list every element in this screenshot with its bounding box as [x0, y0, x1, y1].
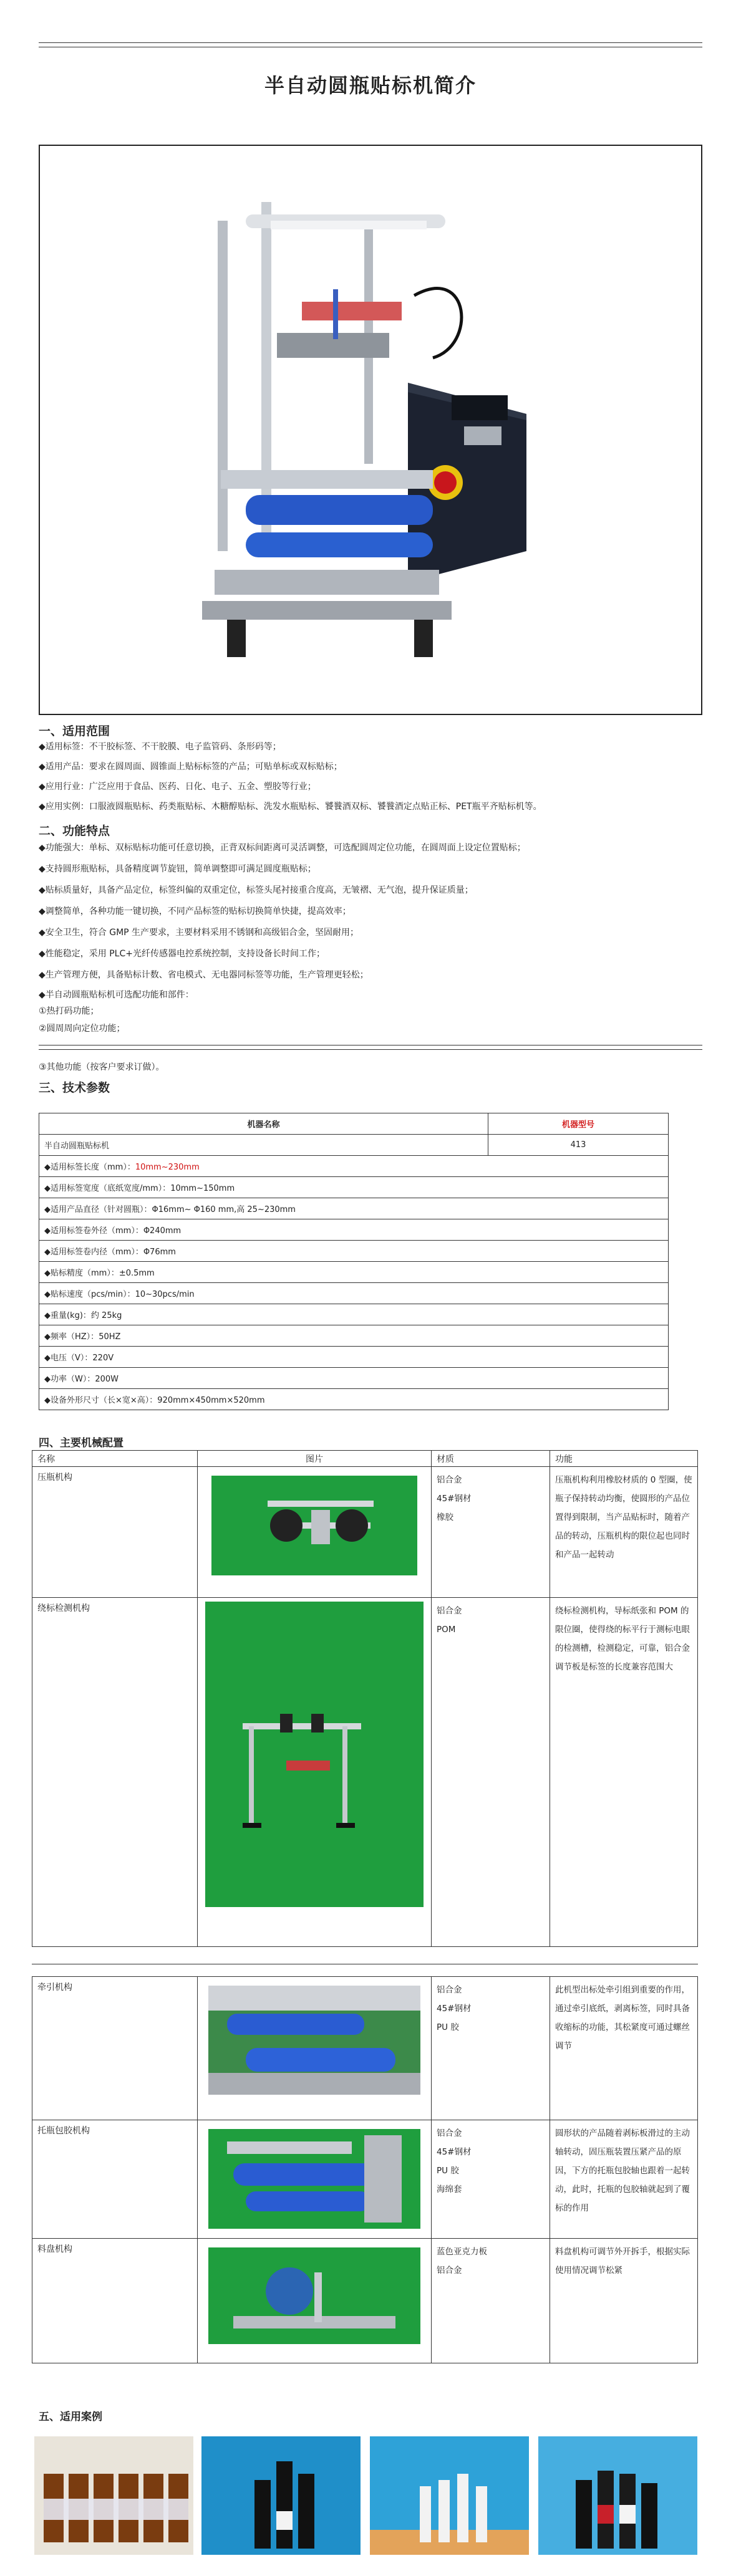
material-item: 蓝色亚克力板 — [437, 2247, 487, 2257]
section-3-heading: 三、技术参数 — [39, 1081, 110, 1095]
winding-mechanism-drawing — [205, 1602, 424, 1907]
spec-machine-row — [39, 1135, 669, 1156]
case-photo-vials — [34, 2436, 193, 2555]
traction-photo — [208, 1986, 420, 2095]
mechanism-row — [32, 2120, 698, 2239]
mechanism-header-row — [32, 1451, 698, 1467]
spec-value: Φ240mm — [143, 1226, 182, 1236]
mechanism-name: 牵引机构 — [32, 1977, 198, 2120]
material-item: 橡胶 — [437, 1512, 453, 1522]
mechanism-function: 绕标检测机构，导标纸张和 POM 的限位圈，使得绕的标平行于测标电眼的检测槽，检测稳定，可靠，铝合金调节板是标签的长度兼容范围大 — [550, 1598, 698, 1947]
machine-name: 半自动圆瓶贴标机 — [39, 1135, 488, 1156]
feature-line: ◆安全卫生，符合 GMP 生产要求，主要材料采用不锈钢和高级铝合金，坚固耐用； — [39, 928, 359, 938]
feature-line: ◆支持圆形瓶贴标，具备精度调节旋钮，简单调整即可满足圆度瓶贴标； — [39, 864, 316, 874]
spec-cell — [39, 1198, 669, 1219]
spec-label: ◆适用标签卷外径（mm）： — [44, 1226, 143, 1236]
mechanism-photo-cell — [198, 2239, 432, 2363]
spec-cell — [39, 1283, 669, 1304]
mechanism-table-part-1 — [32, 1450, 698, 1947]
option-line: ③其他功能（按客户要求订做）。 — [39, 1062, 165, 1072]
spec-value: Φ76mm — [143, 1247, 176, 1257]
section-2-heading: 二、功能特点 — [39, 824, 110, 838]
spec-label: ◆频率（HZ）： — [44, 1332, 99, 1342]
machine-model-header: 机器型号 — [488, 1113, 669, 1135]
reel-photo — [208, 2247, 420, 2344]
spec-value: 920mm×450mm×520mm — [157, 1396, 265, 1405]
machine-photo — [39, 145, 702, 715]
mechanism-function: 圆形状的产品随着剥标板滑过的主动轴转动，固压瓶装置压紧产品的原因，下方的托瓶包胶轴也跟着一起转动，此时，托瓶的包胶轴就起到了覆标的作用 — [550, 2120, 698, 2239]
support-mechanism-drawing — [208, 2129, 420, 2229]
spec-label: ◆设备外形尺寸（长×宽×高）： — [44, 1396, 158, 1405]
spec-value: Φ16mm~ Φ160 mm,高 25~230mm — [152, 1205, 296, 1214]
mechanism-row — [32, 2239, 698, 2363]
section-4-heading: 四、主要机械配置 — [39, 1437, 124, 1449]
spec-label: ◆适用产品直径（针对圆瓶）： — [44, 1205, 152, 1214]
col-picture: 图片 — [198, 1451, 432, 1467]
spec-value: 50HZ — [99, 1332, 121, 1342]
spec-label: ◆功率（W）： — [44, 1375, 95, 1384]
labeled-bottles-drawing — [538, 2436, 697, 2555]
spec-row — [39, 1325, 669, 1347]
spec-value: 约 25kg — [90, 1311, 122, 1320]
col-name: 名称 — [32, 1451, 198, 1467]
traction-mechanism-drawing — [208, 1986, 420, 2095]
spec-value: 10mm~230mm — [135, 1163, 200, 1172]
spec-value: 10mm~150mm — [170, 1184, 235, 1193]
material-item: PU 胶 — [437, 2022, 459, 2032]
spec-label: ◆适用标签长度（mm）： — [44, 1163, 135, 1172]
section-1-heading: 一、适用范围 — [39, 724, 110, 738]
spec-row — [39, 1347, 669, 1368]
mechanism-function: 压瓶机构利用橡胶材质的 0 型圈，使瓶子保持转动均衡，使圆形的产品位置得到限制，当产品贴标时，随着产品的转动，压瓶机构的限位起也同时和产品一起转动 — [550, 1467, 698, 1598]
mechanism-row — [32, 1977, 698, 2120]
feature-line: ◆调整简单，各种功能一键切换，不同产品标签的贴标切换简单快捷，提高效率； — [39, 906, 351, 916]
mechanism-name: 压瓶机构 — [32, 1467, 198, 1598]
col-function: 功能 — [550, 1451, 698, 1467]
case-photo-ampoules — [370, 2436, 529, 2555]
mechanism-photo-cell — [198, 1598, 432, 1947]
spec-row — [39, 1198, 669, 1219]
spec-cell — [39, 1156, 669, 1177]
scope-line: ◆适用标签：不干胶标签、不干胶膜、电子监管码、条形码等； — [39, 742, 281, 752]
spec-label: ◆贴标精度（mm）： — [44, 1269, 119, 1278]
reel-mechanism-drawing — [208, 2247, 420, 2344]
spec-cell — [39, 1241, 669, 1262]
material-item: 铝合金 — [437, 1985, 462, 1995]
option-line: ①热打码功能； — [39, 1006, 99, 1016]
spec-value: 10~30pcs/min — [135, 1290, 195, 1299]
mechanism-function: 料盘机构可调节外开拆手，根据实际使用情况调节松紧 — [550, 2239, 698, 2363]
spec-row — [39, 1262, 669, 1283]
spec-row — [39, 1177, 669, 1198]
spec-row — [39, 1156, 669, 1177]
mechanism-material — [432, 2239, 550, 2363]
mechanism-material — [432, 1977, 550, 2120]
feature-line: ◆性能稳定，采用 PLC+光纤传感器电控系统控制，支持设备长时间工作； — [39, 949, 325, 959]
spec-row — [39, 1219, 669, 1241]
spec-cell — [39, 1219, 669, 1241]
material-item: 铝合金 — [437, 2128, 462, 2138]
spec-cell — [39, 1262, 669, 1283]
feature-line: ◆功能强大：单标、双标贴标功能可任意切换，正背双标间距离可灵活调整，可选配圆周定位功能，在圆周面上设定位置贴标； — [39, 843, 526, 853]
scope-line: ◆应用实例：口服液圆瓶贴标、药类瓶贴标、木糖醇贴标、洗发水瓶贴标、饕餮酒双标、饕餮酒定点贴正标、PET瓶平齐贴标机等。 — [39, 802, 542, 812]
material-item: 铝合金 — [437, 1606, 462, 1616]
press-bottle-photo — [211, 1476, 417, 1575]
wine-bottles-drawing — [201, 2436, 361, 2555]
material-item: 45#钢材 — [437, 2147, 472, 2157]
support-roller-photo — [208, 2129, 420, 2229]
ampoules-drawing — [370, 2436, 529, 2555]
material-item: POM — [437, 1625, 456, 1635]
press-mechanism-drawing — [211, 1476, 417, 1575]
material-item: 铝合金 — [437, 1475, 462, 1485]
spec-cell — [39, 1304, 669, 1325]
mechanism-row — [32, 1598, 698, 1947]
mechanism-function: 此机型出标处牵引组到重要的作用，通过牵引底纸，剥离标签，同时具备收缩标的功能，其松紧度可通过螺丝调节 — [550, 1977, 698, 2120]
mechanism-photo-cell — [198, 2120, 432, 2239]
spec-label: ◆贴标速度（pcs/min）： — [44, 1290, 135, 1299]
mechanism-name: 料盘机构 — [32, 2239, 198, 2363]
material-item: 45#钢材 — [437, 1494, 472, 1504]
spec-row — [39, 1389, 669, 1410]
material-item: 海绵套 — [437, 2184, 462, 2194]
scope-line: ◆应用行业：广泛应用于食品、医药、日化、电子、五金、塑胶等行业； — [39, 782, 316, 792]
mechanism-material — [432, 1598, 550, 1947]
mechanism-material — [432, 2120, 550, 2239]
spec-cell — [39, 1347, 669, 1368]
mechanism-material — [432, 1467, 550, 1598]
section-5-heading: 五、适用案例 — [39, 2411, 102, 2423]
labeling-machine-illustration — [40, 146, 701, 714]
feature-line: ◆贴标质量好，具备产品定位，标签纠偏的双重定位，标签头尾衬接重合度高，无皱褶、无气泡，提升保证质量； — [39, 885, 473, 895]
spec-label: ◆重量(kg)： — [44, 1311, 91, 1320]
col-material: 材质 — [432, 1451, 550, 1467]
machine-model: 413 — [488, 1135, 669, 1156]
mechanism-photo-cell — [198, 1467, 432, 1598]
option-line: ②圆周周向定位功能； — [39, 1024, 125, 1034]
spec-table — [39, 1113, 669, 1410]
material-item: PU 胶 — [437, 2166, 459, 2176]
spec-cell — [39, 1177, 669, 1198]
winding-detect-photo — [205, 1602, 424, 1907]
case-photo-bottles — [538, 2436, 697, 2555]
scope-line: ◆适用产品：要求在圆周面、圆锥面上贴标标签的产品；可贴单标或双标贴标； — [39, 762, 342, 772]
spec-row — [39, 1241, 669, 1262]
spec-row — [39, 1368, 669, 1389]
material-item: 铝合金 — [437, 2266, 462, 2276]
spec-value: 200W — [95, 1375, 119, 1384]
machine-name-header: 机器名称 — [39, 1113, 488, 1135]
mechanism-name: 绕标检测机构 — [32, 1598, 198, 1947]
material-item: 45#钢材 — [437, 2004, 472, 2014]
case-photo-wine — [201, 2436, 361, 2555]
spec-cell — [39, 1325, 669, 1347]
spec-label: ◆电压（V）： — [44, 1353, 93, 1363]
spec-label: ◆适用标签宽度（底纸宽度/mm）： — [44, 1184, 171, 1193]
page-title: 半自动圆瓶贴标机简介 — [264, 74, 477, 97]
spec-header-row — [39, 1113, 669, 1135]
spec-value: ±0.5mm — [119, 1269, 155, 1278]
feature-line: ◆生产管理方便，具备贴标计数、省电模式、无电器同标签等功能，生产管理更轻松； — [39, 970, 369, 980]
vials-drawing — [34, 2436, 193, 2555]
spec-label: ◆适用标签卷内径（mm）： — [44, 1247, 143, 1257]
spec-cell — [39, 1368, 669, 1389]
spec-row — [39, 1304, 669, 1325]
spec-cell — [39, 1389, 669, 1410]
mechanism-table-part-2 — [32, 1976, 698, 2363]
spec-value: 220V — [92, 1353, 114, 1363]
mechanism-photo-cell — [198, 1977, 432, 2120]
mechanism-row — [32, 1467, 698, 1598]
spec-row — [39, 1283, 669, 1304]
mechanism-name: 托瓶包胶机构 — [32, 2120, 198, 2239]
feature-line: ◆半自动圆瓶贴标机可选配功能和部件： — [39, 990, 194, 1000]
